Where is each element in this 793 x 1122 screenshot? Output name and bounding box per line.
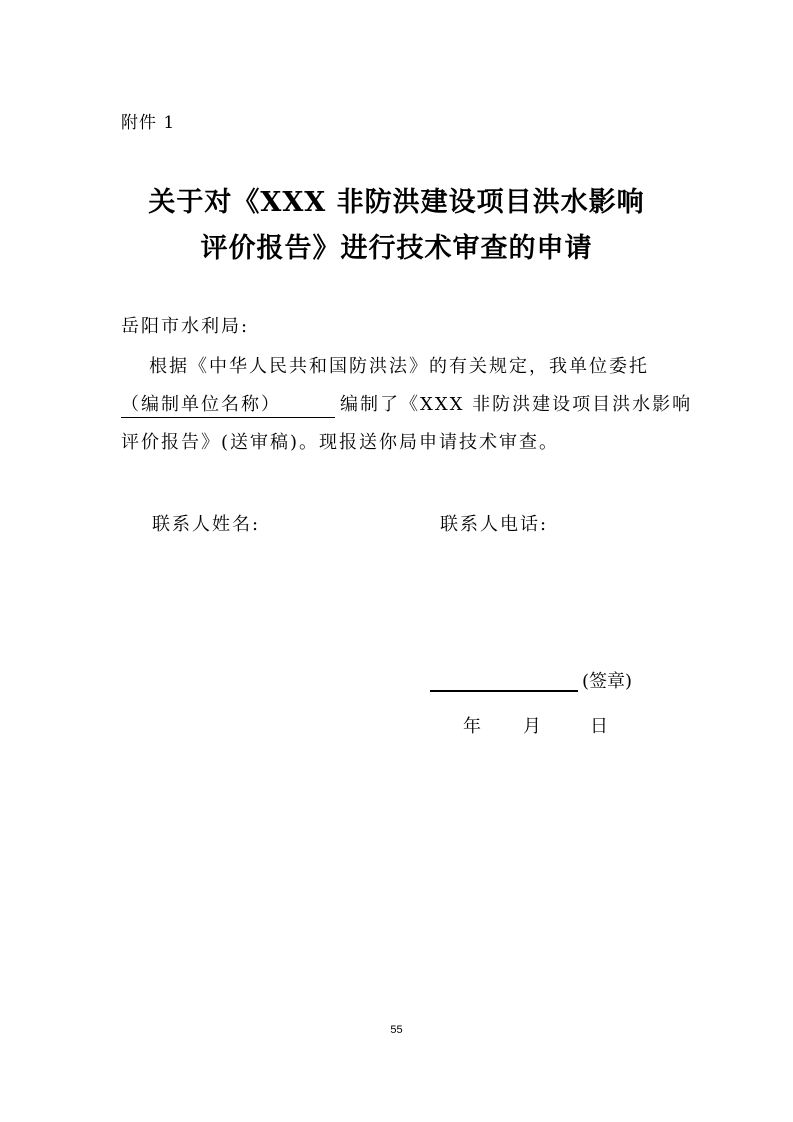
body-line-3: 评价报告》(送审稿)。现报送你局申请技术审查。 — [121, 432, 560, 453]
body-line-2: 编制了《XXX 非防洪建设项目洪水影响 — [340, 394, 693, 415]
contact-phone-label: 联系人电话: — [440, 514, 549, 535]
page-number: 55 — [390, 1024, 403, 1036]
date-year-label: 年 — [463, 716, 481, 737]
seal-label: (签章) — [582, 671, 633, 692]
body-line-1: 根据《中华人民共和国防洪法》的有关规定，我单位委托 — [149, 356, 649, 377]
compiler-name-blank: （编制单位名称） — [121, 390, 335, 418]
title-line-1: 关于对《XXX 非防洪建设项目洪水影响 — [148, 187, 645, 218]
title-line-2: 评价报告》进行技术审查的申请 — [200, 233, 593, 264]
date-day-label: 日 — [590, 716, 608, 737]
recipient: 岳阳市水利局: — [121, 316, 250, 337]
signature-line — [430, 690, 578, 692]
contact-name-label: 联系人姓名: — [152, 514, 261, 535]
attachment-label: 附件 1 — [121, 113, 176, 133]
date-month-label: 月 — [523, 716, 541, 737]
